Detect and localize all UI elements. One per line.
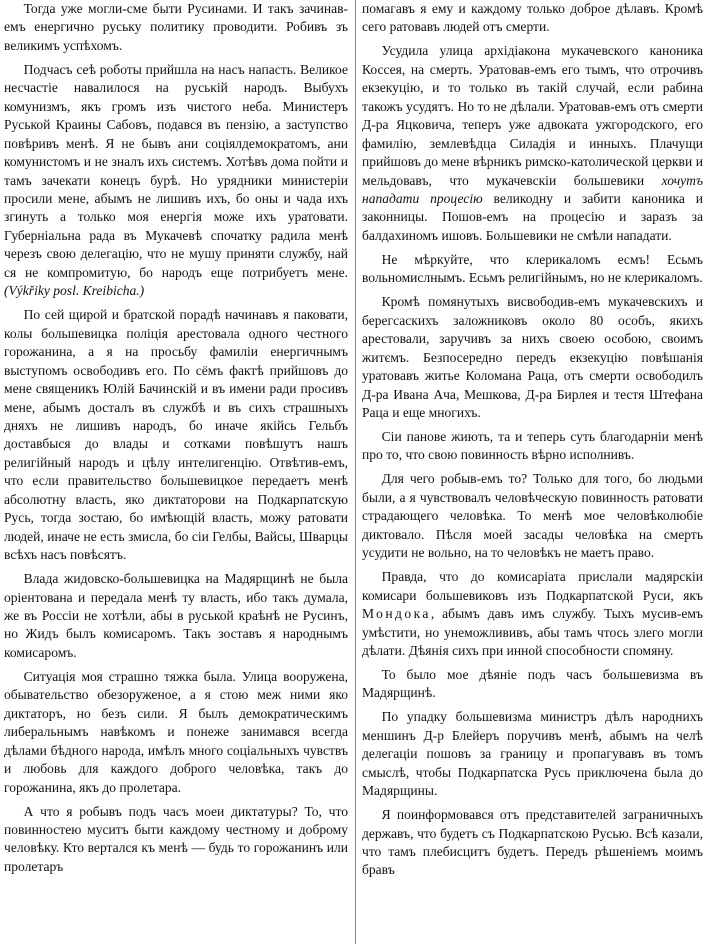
paragraph-continued bbox=[362, 0, 703, 37]
paragraph bbox=[362, 666, 703, 703]
paragraph-text: Я поинформовався отъ представителей заграничныхъ державъ, что будетъ съ Подкарпатскою Русью. Всѣ казали, что тамъ плебисцитъ будетъ. Передъ рѣшеніемъ моимъ бравъ bbox=[362, 807, 703, 878]
paragraph bbox=[362, 708, 703, 800]
paragraph-text: Не мѣркуйте, что клерикаломъ есмъ! Есьмъ вольномислнымъ. Есьмъ религійнымъ, но не клерикаломъ. bbox=[362, 251, 703, 286]
paragraph-text: То было мое дѣяніе подъ часъ большевизма въ Мадярщинѣ. bbox=[362, 666, 703, 701]
paragraph-text: Усудила улица архідіакона мукачевского каноника Коссея, на смерть. Уратовав-емъ его тымъ, что отрочивъ екзекуцію, и то только въ такій случай, если рабина такожъ усудятъ. Но то не дѣлали. Уратовав-емъ отъ смерти Д-ра Яцковича, теперъ уже адвоката ужгородского, его фамилію, землевѣдца Силадія и инныхъ. Плачущи прийшовъ до мене вѣрникъ римско-католической церкви и мельдовавъ, что мукачевскіи большевики bbox=[362, 43, 703, 188]
parliament-note: (Výkřiky posl. Kreibicha.) bbox=[4, 283, 145, 299]
paragraph-text: Для чего робыв-емъ то? Только для того, бо людьми были, а я чувствовалъ человѣческую повинность ратовати страдающего человѣка. То менѣ мое человѣколюбіе диктовало. Пѣсля моей засады человѣка на смерть усудити не вольно, на то человѣкъ не маетъ право. bbox=[362, 471, 703, 561]
paragraph-text: помагавъ я ему и каждому только доброе дѣлавъ. Кромѣ сего ратовавъ людей отъ смерти. bbox=[362, 1, 703, 35]
paragraph bbox=[4, 0, 348, 55]
paragraph bbox=[362, 470, 703, 562]
paragraph-text: По упадку большевизма министръ дѣлъ народнихъ меншинъ Д-р Блейеръ поручивъ менѣ, абымъ на челѣ делегаціи пошовъ за границу и пропагувавъ въ томъ смыслѣ, чтобы Подкарпатска Русь приключена была до Мадярщины. bbox=[362, 709, 703, 799]
paragraph-text-after: , абымъ давъ имъ службу. Тыхъ мусив-емъ умѣстити, но унеможлививъ, абы тамъ чтось злего могли дѣлати. Дѣянія сихъ при инной способности спомяну. bbox=[362, 606, 703, 658]
paragraph-text: А что я робывъ подъ часъ моеи диктатуры? То, что повинностею муситъ быти каждому честному и доброму человѣку. Кто вертался къ менѣ — будь то горожанинъ или пролетаръ bbox=[4, 803, 348, 874]
paragraph bbox=[4, 668, 348, 797]
paragraph bbox=[362, 251, 703, 288]
paragraph bbox=[362, 293, 703, 422]
paragraph-text: Ситуація моя страшно тяжка была. Улица вооружена, обывательство обезоруженое, а я стою меж ними яко диктаторъ, но безъ сили. Я былъ демократическимъ либеральнымъ навѣкомъ и понеже занимався всегда дѣлами бѣдного народа, имѣлъ много соціальныхъ чувствъ и любовь для каждого доброго человѣка, такъ до горожанина, якъ до пролетара. bbox=[4, 668, 348, 795]
paragraph bbox=[362, 428, 703, 465]
left-column bbox=[4, 0, 348, 944]
paragraph-text: Сіи панове жиють, та и теперь суть благодарніи менѣ про то, что свою повинность вѣрно исполнивъ. bbox=[362, 428, 703, 463]
paragraph bbox=[4, 803, 348, 877]
paragraph bbox=[4, 306, 348, 564]
paragraph-text: Подчасъ сеѣ роботы прийшла на насъ напасть. Великое несчастіе навалилося на руськiй народъ. Выбухъ комунизмъ, якъ громъ изъ чистого неба. Министеръ Руськой Краины Сабовъ, подався въ пензію, а заступство повѣривъ менѣ. Я не бывъ ани соціялдемократомъ, ани комунистомъ и не зналъ ихъ системъ. Хотѣвъ дома пойти и тамъ зачекати конецъ бурѣ. Но урядники министеріи просили мене, абымъ не лишивъ ихъ, бо оны и чада ихъ згинуть а только моя енергія може ихъ уратовати. Губерніальна рада въ Мукачевѣ спочатку радила менѣ черезъ свою делегацію, что не мушу приняти службу, най ся не компромитую, бо народъ еще потрибуетъ мене. bbox=[4, 61, 348, 280]
paragraph bbox=[4, 61, 348, 301]
paragraph bbox=[4, 570, 348, 662]
paragraph bbox=[362, 806, 703, 880]
spaced-name: Мондока bbox=[362, 606, 431, 622]
paragraph-text: По сей щирой и братской порадѣ начинавъ я паковати, колы большевицка поліція арестовала одного честного горожанина, а я на просьбу фамиліи енергичнымъ выступомъ освободивъ его. По сёмъ фактѣ прийшовъ до мене священикъ Юлій Бачинскій и въ имени ради просивъ мене, абымъ досталъ въ службѣ и въ сихъ страшныхъ дняхъ не лишивъ народъ, бо иначе якійсь Гельбъ доставбыся до влады и сотками повѣшутъ нашъ религійный народъ и цѣлу интелигенцію. Отвѣтив-емъ, что если правительство большевицкое передаетъ менѣ абсолютну власть, яко диктаторови на Подкарпатскую Русь, тогда зостаю, бо имѣющій власть, можу ратовати людей, иначе не есть змисла, бо сіи Гелбы, Вайсы, Шварцы всѣхъ насъ повѣсятъ. bbox=[4, 307, 348, 563]
paragraph bbox=[362, 42, 703, 245]
column-divider bbox=[355, 0, 356, 944]
paragraph-text: Кромѣ помянутыхъ висвободив-емъ мукачевскихъ и берегсаскихъ заложниковъ около 80 особъ, якихъ арестовали, заручивъ за нихъ своею особою, своимъ житємъ. Безпосередно передъ екзекуцію повѣшанія уратовавъ житье Коломана Раца, отъ смерти освободилъ Д-ра Ивана Ача, Мешкова, Д-ра Бирлея и тестя Штефана Раца и еще многихъ. bbox=[362, 294, 703, 421]
paragraph-text-after: великодну и забити каноника и законницы. Пошов-емъ на процесію и заразъ за балдахиномъ ишовъ. Большевики не смѣли нападати. bbox=[362, 191, 703, 243]
paragraph-text: Правда, что до комисаріата прислали мадярскіи комисари большевиковъ изъ Подкарпатской Руси, якъ bbox=[362, 569, 703, 603]
paragraph bbox=[362, 568, 703, 660]
right-column bbox=[362, 0, 703, 944]
paragraph-text: Влада жидовско-большевицка на Мадярщинѣ не была оріентована и передала менѣ ту власть, ибо такъ думала, же въ Россіи не хотѣли, абы в руськой краѣнѣ не Русинъ, но Жидъ былъ комисаромъ. Такъ зоставъ я народнымъ комисаромъ. bbox=[4, 571, 348, 660]
italic-phrase: хочутъ нападати процесію bbox=[362, 172, 703, 207]
paragraph-text: Тогда уже могли-сме быти Русинами. И такъ зачинав-емъ енергично руську политику проводити. Робивъ зъ великимъ успѣхомъ. bbox=[4, 1, 348, 53]
